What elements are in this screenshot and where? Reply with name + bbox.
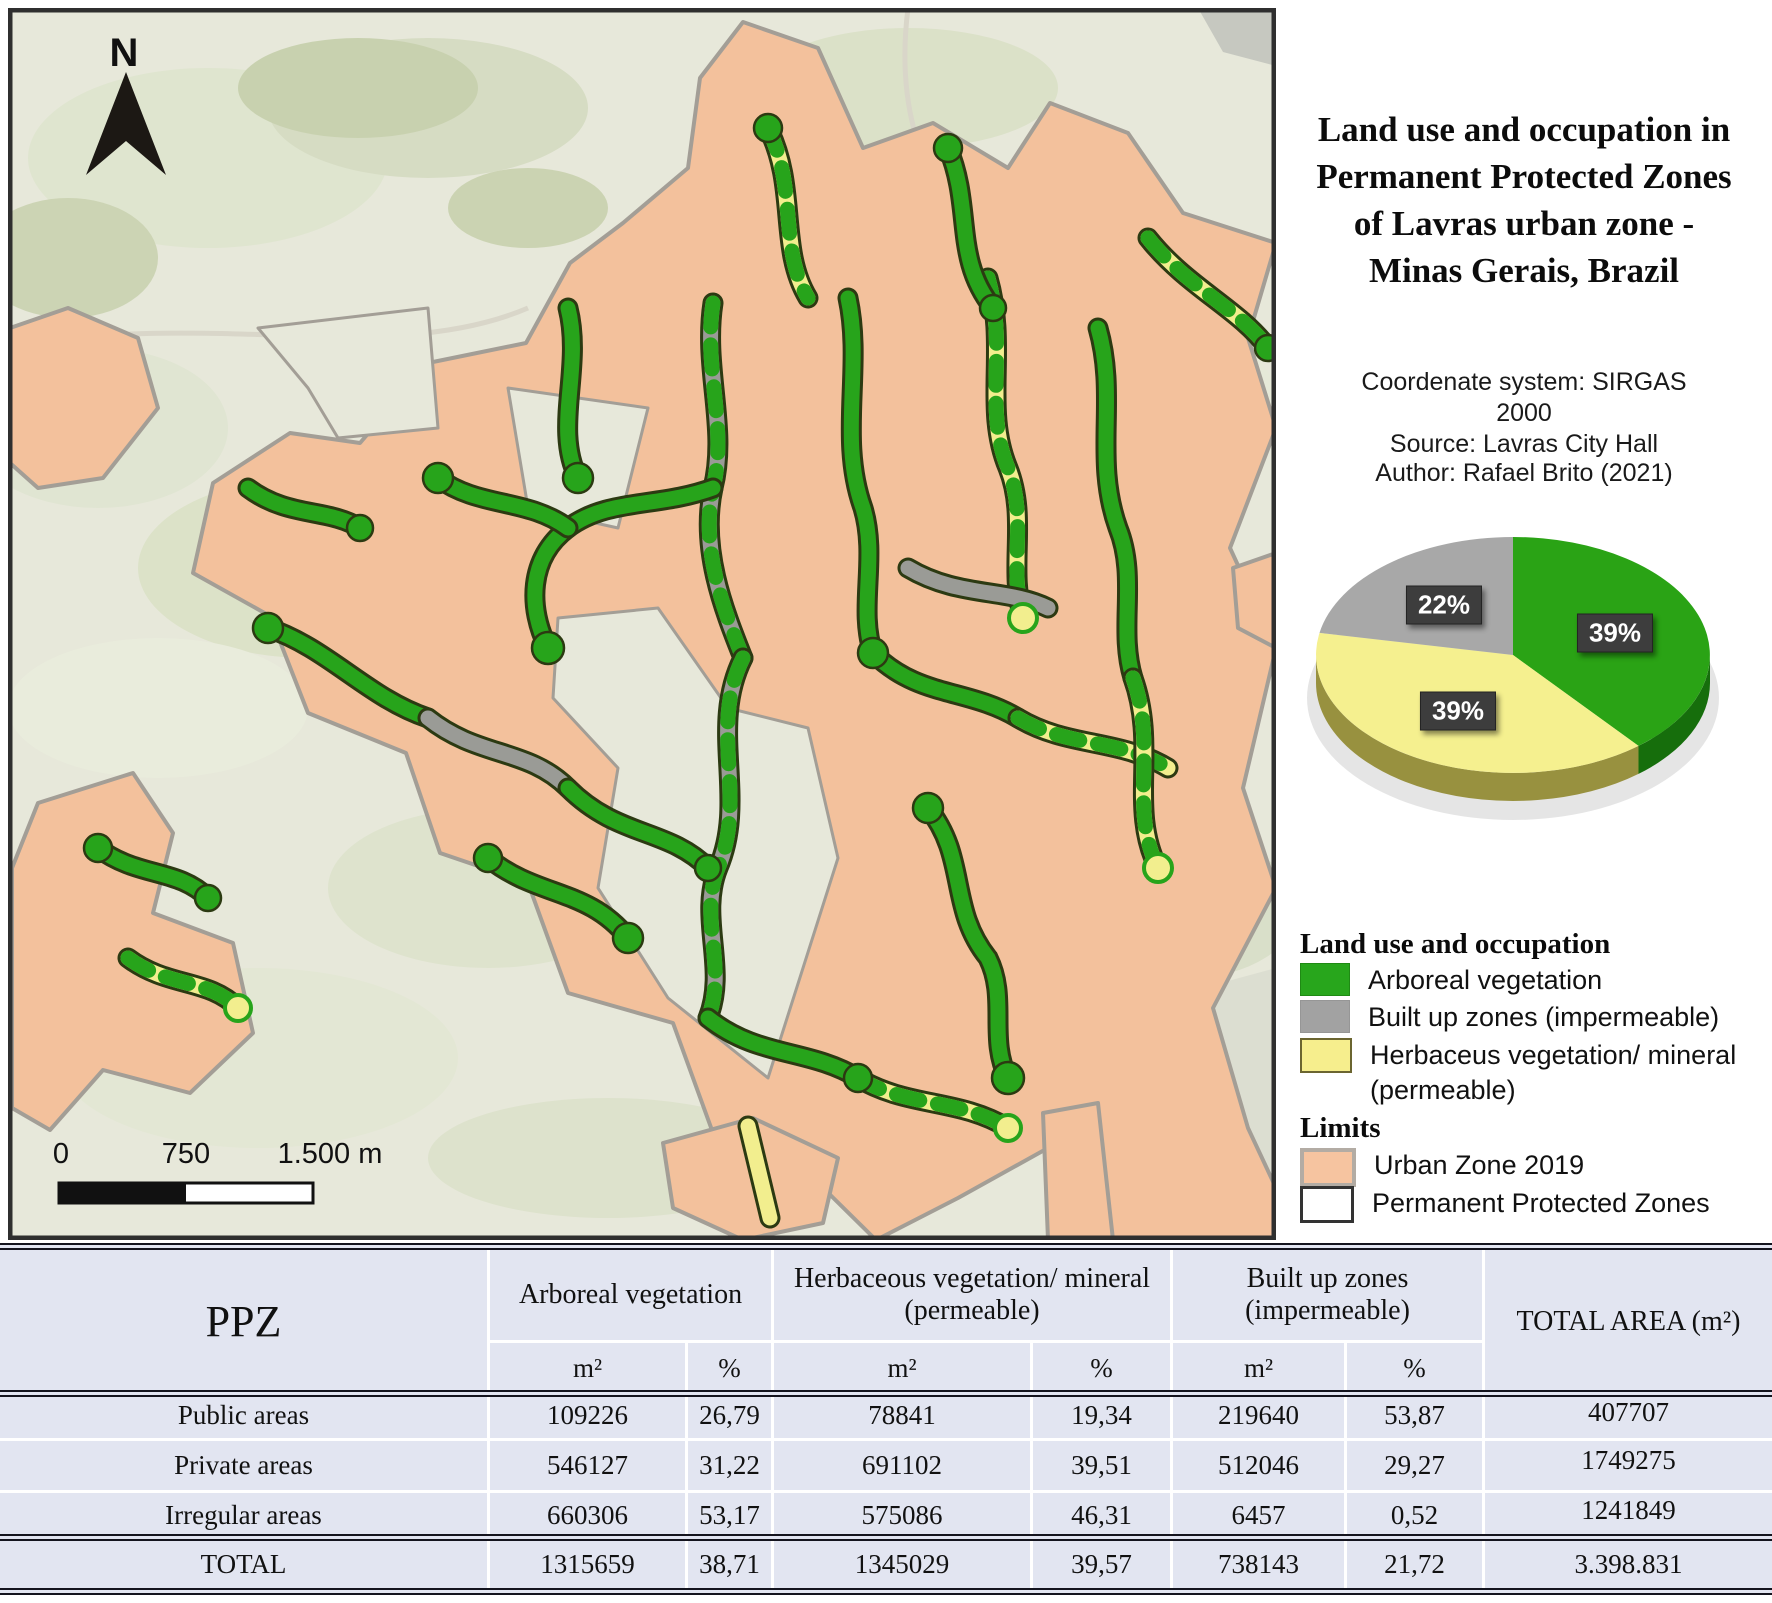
subheader-pct: % [1033, 1343, 1173, 1393]
legend-label: Urban Zone 2019 [1374, 1150, 1585, 1180]
legend-label: Arboreal vegetation [1368, 965, 1603, 995]
table-cell-total: 407707 [1485, 1393, 1772, 1441]
table-cell: 691102 [774, 1441, 1033, 1493]
subheader-m2: m² [1173, 1343, 1347, 1393]
table-cell: 46,31 [1033, 1493, 1173, 1537]
author-text: Author: Rafael Brito (2021) [1375, 459, 1673, 487]
figure-title-line-2: Permanent Protected Zones [1316, 157, 1732, 196]
table-row-label: Private areas [0, 1441, 490, 1493]
pie-chart [1300, 520, 1730, 830]
subheader-m2: m² [774, 1343, 1033, 1393]
legend-label: Herbaceus vegetation/ mineral (permeable) [1370, 1040, 1737, 1105]
svg-text:N: N [109, 31, 139, 75]
pie-label-herbaceus: 39% [1420, 692, 1496, 731]
table-row-label: Irregular areas [0, 1493, 490, 1537]
figure-title-line-1: Land use and occupation in [1317, 110, 1731, 149]
urban-zone-swatch-icon [1300, 1148, 1356, 1187]
arboreal-swatch-icon [1300, 963, 1350, 996]
source-text: Source: Lavras City Hall [1389, 430, 1659, 458]
table-cell: 53,17 [688, 1493, 774, 1537]
herbaceus-swatch-icon [1300, 1038, 1352, 1073]
legend-item-arboreal [1300, 963, 1768, 998]
table-cell-total: 3.398.831 [1574, 1548, 1683, 1579]
table-cell: 660306 [490, 1493, 688, 1537]
map-svg [8, 8, 1276, 1240]
legend-item-built [1300, 1000, 1768, 1035]
table-rule-subheader [0, 1390, 1772, 1397]
ppz-swatch-icon [1300, 1186, 1354, 1223]
subheader-pct: % [1347, 1343, 1485, 1393]
table-cell: 19,34 [1033, 1393, 1173, 1441]
pie-label-arboreal: 39% [1577, 614, 1653, 653]
table-rule-total [0, 1534, 1772, 1541]
svg-text:750: 750 [161, 1138, 211, 1170]
col-group-herbaceus: Herbaceous vegetation/ mineral (permeable) [774, 1250, 1173, 1343]
pie-label-built: 22% [1406, 586, 1482, 625]
table-cell: 219640 [1173, 1393, 1347, 1441]
table-cell: 26,79 [688, 1393, 774, 1441]
svg-text:0: 0 [52, 1138, 70, 1170]
table-cell: 546127 [490, 1441, 688, 1493]
coordinate-system-text: Coordenate system: SIRGAS [1361, 368, 1687, 396]
legend-label: Permanent Protected Zones [1372, 1188, 1710, 1218]
legend-item-ppz [1300, 1186, 1772, 1223]
table-cell: 39,51 [1033, 1441, 1173, 1493]
legend-item-herbaceus [1300, 1038, 1770, 1108]
svg-text:1.500 m: 1.500 m [277, 1138, 383, 1170]
table-cell: 21,72 [1347, 1537, 1485, 1591]
col-group-arboreal: Arboreal vegetation [490, 1250, 774, 1343]
table-cell: 575086 [774, 1493, 1033, 1537]
subheader-pct: % [688, 1343, 774, 1393]
coordinate-system-year: 2000 [1496, 399, 1552, 427]
table-cell: 78841 [774, 1393, 1033, 1441]
table-cell: 0,52 [1347, 1493, 1485, 1537]
table-cell: 39,57 [1033, 1537, 1173, 1591]
legend-heading-limits: Limits [1300, 1112, 1381, 1144]
map-canvas [8, 8, 1276, 1240]
table-cell: 1345029 [774, 1537, 1033, 1591]
table-cell: 53,87 [1347, 1393, 1485, 1441]
table-rule-bottom [0, 1588, 1772, 1595]
table-rule-top [0, 1243, 1772, 1250]
table-cell-total: 1749275 [1485, 1441, 1772, 1493]
legend-label: Built up zones (impermeable) [1368, 1002, 1720, 1032]
table-cell: 38,71 [688, 1537, 774, 1591]
col-group-built: Built up zones (impermeable) [1173, 1250, 1485, 1343]
figure-title-line-3: of Lavras urban zone - [1353, 204, 1695, 243]
legend-heading-land-use: Land use and occupation [1300, 928, 1611, 960]
table-cell: 1315659 [490, 1537, 688, 1591]
figure-title-line-4: Minas Gerais, Brazil [1368, 251, 1680, 290]
table-row-label: TOTAL [0, 1537, 490, 1591]
table-cell: 109226 [490, 1393, 688, 1441]
ppz-area-table [0, 1243, 1772, 1595]
table-cell: 29,27 [1347, 1441, 1485, 1493]
pie-chart-svg [1300, 520, 1730, 830]
table-cell: 6457 [1173, 1493, 1347, 1537]
col-total-area: TOTAL AREA (m²) [1516, 1305, 1741, 1337]
table-cell-total: 1241849 [1581, 1495, 1676, 1525]
table-cell: 512046 [1173, 1441, 1347, 1493]
built-up-swatch-icon [1300, 1000, 1350, 1033]
table-cell: 31,22 [688, 1441, 774, 1493]
table-row-label: Public areas [0, 1393, 490, 1441]
table-row-header: PPZ [0, 1250, 490, 1393]
legend-item-urban-zone [1300, 1148, 1772, 1187]
subheader-m2: m² [490, 1343, 688, 1393]
table-cell: 738143 [1173, 1537, 1347, 1591]
